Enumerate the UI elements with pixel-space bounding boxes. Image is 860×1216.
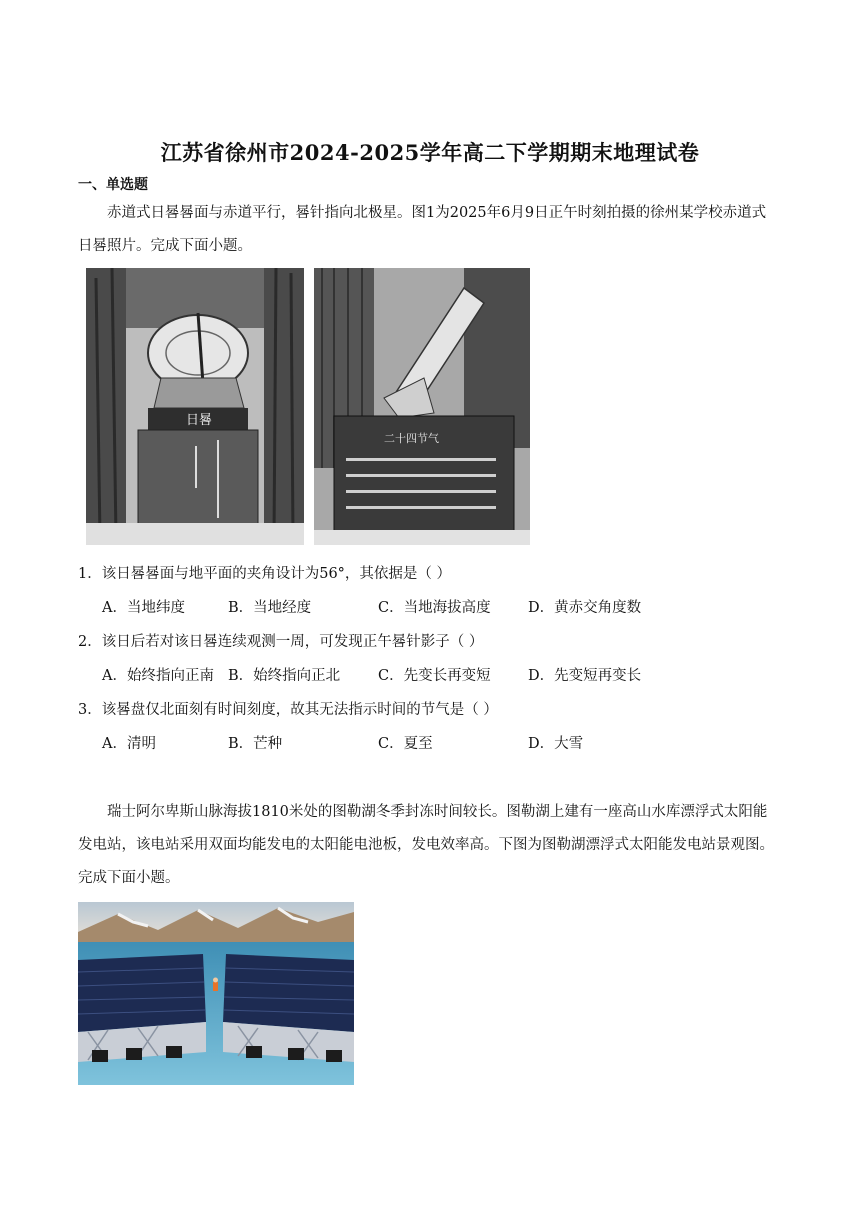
q2-option-a[interactable]: A．始终指向正南	[102, 668, 214, 684]
sundial-photo-front	[86, 268, 304, 545]
sundial-plaque-label: 日晷	[186, 413, 213, 428]
q1-option-b[interactable]: B．当地经度	[228, 600, 312, 616]
q1-option-a[interactable]: A．当地纬度	[102, 600, 185, 616]
q3-option-d[interactable]: D．大雪	[528, 736, 584, 752]
q2-option-b[interactable]: B．始终指向正北	[228, 668, 341, 684]
q1-option-d[interactable]: D．黄赤交角度数	[528, 600, 642, 616]
q1-option-c[interactable]: C．当地海拔高度	[378, 600, 491, 616]
question-3-stem: 3．该晷盘仅北面刻有时间刻度，故其无法指示时间的节气是（ ）	[78, 702, 498, 718]
question-2-stem: 2．该日后若对该日晷连续观测一周，可发现正午晷针影子（ ）	[78, 634, 484, 650]
q3-option-c[interactable]: C．夏至	[378, 736, 433, 752]
sundial-photo-side	[314, 268, 530, 545]
section-heading: 一、单选题	[78, 177, 148, 193]
passage-2: 瑞士阿尔卑斯山脉海拔1810米处的图勒湖冬季封冻时间较长。图勒湖上建有一座高山水库漂浮式太阳能发电站，该电站采用双面均能发电的太阳能电池板，发电效率高。下图为图勒湖漂浮式太阳能发电站景观图。完成下面小题。	[78, 804, 774, 886]
q2-option-c[interactable]: C．先变长再变短	[378, 668, 491, 684]
floating-solar-photo	[78, 902, 354, 1085]
passage-1: 赤道式日晷晷面与赤道平行，晷针指向北极星。图1为2025年6月9日正午时刻拍摄的徐州某学校赤道式日晷照片。完成下面小题。	[78, 205, 767, 254]
q3-option-b[interactable]: B．芒种	[228, 736, 283, 752]
q3-option-a[interactable]: A．清明	[102, 736, 156, 752]
page-title: 江苏省徐州市2024-2025学年高二下学期期末地理试卷	[160, 140, 700, 165]
question-1-stem: 1．该日晷晷面与地平面的夹角设计为56°，其依据是（ ）	[78, 566, 452, 582]
q2-option-d[interactable]: D．先变短再变长	[528, 668, 642, 684]
solar-terms-plaque-label: 二十四节气	[384, 432, 439, 445]
